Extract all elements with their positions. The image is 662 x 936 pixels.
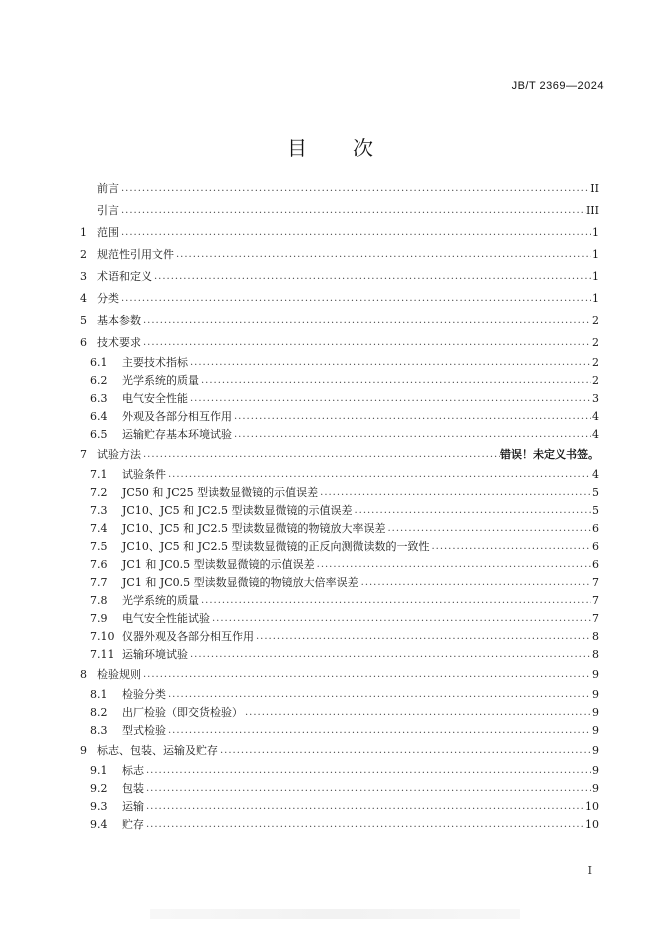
toc-entry-title: 贮存	[122, 818, 144, 831]
toc-entry[interactable]	[80, 354, 599, 372]
toc-entry-page: 5	[592, 486, 599, 499]
toc-entry-title: JC1 和 JC0.5 型读数显微镜的物镜放大倍率误差	[122, 576, 359, 589]
toc-leader-dots	[119, 200, 586, 222]
toc-entry-number: 6.4	[90, 410, 108, 423]
toc-entry[interactable]	[80, 762, 599, 780]
toc-leader-dots	[141, 664, 591, 686]
toc-leader-dots	[144, 798, 585, 816]
toc-entry-page: 9	[592, 782, 599, 795]
toc-entry-title: 光学系统的质量	[122, 374, 199, 387]
toc-entry-number: 7.11	[90, 648, 115, 661]
toc-entry[interactable]	[80, 686, 599, 704]
toc-entry[interactable]	[80, 200, 599, 222]
toc-entry-number: 6.5	[90, 428, 108, 441]
toc-entry-page: 1	[592, 292, 599, 305]
toc-entry[interactable]	[80, 816, 599, 834]
toc-entry-page: 6	[592, 522, 599, 535]
toc-entry-page: 10	[585, 800, 599, 813]
toc-leader-dots	[166, 466, 591, 484]
toc-entry-title: 光学系统的质量	[122, 594, 199, 607]
toc-entry-title: 外观及各部分相互作用	[122, 410, 232, 423]
toc-leader-dots	[144, 762, 591, 780]
toc-leader-dots	[144, 780, 591, 798]
toc-entry-title: 包装	[122, 782, 144, 795]
page-number: I	[587, 864, 592, 877]
toc-leader-dots	[429, 538, 591, 556]
toc-entry-title: 引言	[97, 204, 119, 217]
toc-entry[interactable]	[80, 574, 599, 592]
toc-leader-dots	[144, 816, 585, 834]
toc-entry-title: JC10、JC5 和 JC2.5 型读数显微镜的正反向测微读数的一致性	[122, 540, 430, 553]
toc-entry-page: 9	[592, 668, 599, 681]
toc-entry-number: 7.9	[90, 612, 108, 625]
toc-entry-number: 2	[80, 248, 87, 261]
toc-leader-dots	[119, 222, 591, 244]
toc-entry-page: 2	[592, 356, 599, 369]
toc-entry[interactable]	[80, 538, 599, 556]
toc-entry-number: 8.3	[90, 724, 108, 737]
toc-entry[interactable]	[80, 288, 599, 310]
toc-entry-page: 6	[592, 558, 599, 571]
toc-leader-dots	[359, 574, 591, 592]
toc-entry-page: 3	[592, 392, 599, 405]
toc-entry[interactable]	[80, 310, 599, 332]
toc-entry[interactable]	[80, 704, 599, 722]
toc-entry-page: 5	[592, 504, 599, 517]
toc-leader-dots	[210, 610, 591, 628]
toc-entry-number: 4	[80, 292, 87, 305]
toc-entry-title: 技术要求	[97, 336, 141, 349]
toc-entry-title: 分类	[97, 292, 119, 305]
toc-entry-title: 电气安全性能试验	[122, 612, 210, 625]
toc-entry-title: 主要技术指标	[122, 356, 188, 369]
toc-leader-dots	[166, 722, 591, 740]
toc-entry-error-text: 错误！未定义书签。	[500, 448, 599, 461]
toc-entry-number: 7.3	[90, 504, 108, 517]
toc-entry-page: 1	[592, 226, 599, 239]
toc-entry-title: JC1 和 JC0.5 型读数显微镜的示值误差	[122, 558, 315, 571]
toc-entry-title: 范围	[97, 226, 119, 239]
toc-entry-number: 8.1	[90, 688, 108, 701]
toc-entry[interactable]	[80, 556, 599, 574]
toc-entry-page: 8	[592, 630, 599, 643]
toc-leader-dots	[352, 502, 591, 520]
toc-entry-title: JC50 和 JC25 型读数显微镜的示值误差	[122, 486, 319, 499]
toc-leader-dots	[199, 372, 591, 390]
toc-entry[interactable]	[80, 484, 599, 502]
toc-entry[interactable]	[80, 444, 599, 466]
toc-entry-number: 9.4	[90, 818, 108, 831]
toc-leader-dots	[318, 484, 591, 502]
toc-entry-number: 7.6	[90, 558, 108, 571]
toc-entry-page: 9	[592, 744, 599, 757]
toc-entry[interactable]	[80, 426, 599, 444]
toc-entry-title: 运输	[122, 800, 144, 813]
toc-entry[interactable]	[80, 628, 599, 646]
toc-entry-title: 检验分类	[122, 688, 166, 701]
toc-entry[interactable]	[80, 390, 599, 408]
toc-entry-number: 9.1	[90, 764, 108, 777]
toc-entry[interactable]	[80, 178, 599, 200]
toc-entry-title: 检验规则	[97, 668, 141, 681]
toc-entry-number: 1	[80, 226, 87, 239]
toc-leader-dots	[188, 354, 591, 372]
toc-entry-page: 1	[592, 270, 599, 283]
document-code: JB/T 2369—2024	[511, 80, 604, 92]
toc-entry-title: 运输贮存基本环境试验	[122, 428, 232, 441]
toc-entry-page: 2	[592, 374, 599, 387]
toc-leader-dots	[166, 686, 591, 704]
toc-entry-number: 7	[80, 448, 87, 461]
toc-leader-dots	[119, 288, 591, 310]
toc-entry[interactable]	[80, 408, 599, 426]
toc-entry-title: 出厂检验（即交货检验）	[122, 706, 243, 719]
toc-entry[interactable]	[80, 610, 599, 628]
toc-entry[interactable]	[80, 740, 599, 762]
toc-entry[interactable]	[80, 502, 599, 520]
toc-leader-dots	[243, 704, 591, 722]
toc-entry[interactable]	[80, 646, 599, 664]
toc-entry[interactable]	[80, 266, 599, 288]
toc-entry-number: 6.2	[90, 374, 108, 387]
toc-entry-page: 7	[592, 594, 599, 607]
toc-entry-page: 9	[592, 764, 599, 777]
toc-entry[interactable]	[80, 592, 599, 610]
toc-entry[interactable]	[80, 722, 599, 740]
toc-leader-dots	[315, 556, 591, 574]
toc-entry-number: 7.4	[90, 522, 108, 535]
toc-leader-dots	[188, 646, 591, 664]
toc-entry-number: 9.2	[90, 782, 108, 795]
toc-entry-page: III	[585, 204, 599, 217]
toc-entry[interactable]	[80, 244, 599, 266]
toc-leader-dots	[141, 444, 500, 466]
toc-entry-title: 前言	[97, 182, 119, 195]
toc-entry-page: 9	[592, 706, 599, 719]
toc-entry-page: 4	[592, 468, 599, 481]
toc-leader-dots	[141, 310, 591, 332]
toc-entry-number: 9.3	[90, 800, 108, 813]
toc-leader-dots	[141, 332, 591, 354]
toc-entry-page: 1	[592, 248, 599, 261]
toc-entry[interactable]	[80, 222, 599, 244]
toc-entry-number: 5	[80, 314, 87, 327]
toc-entry-page: 9	[592, 724, 599, 737]
toc-leader-dots	[199, 592, 591, 610]
toc-leader-dots	[188, 390, 591, 408]
toc-entry-title: 仪器外观及各部分相互作用	[122, 630, 254, 643]
toc-leader-dots	[232, 426, 591, 444]
toc-leader-dots	[254, 628, 591, 646]
toc-entry-number: 7.1	[90, 468, 108, 481]
toc-entry-page: 9	[592, 688, 599, 701]
toc-entry-number: 9	[80, 744, 87, 757]
toc-entry-page: 10	[585, 818, 599, 831]
toc-entry-page: 2	[592, 336, 599, 349]
toc-entry[interactable]	[80, 466, 599, 484]
toc-entry-number: 6.3	[90, 392, 108, 405]
toc-entry-page: 2	[592, 314, 599, 327]
toc-entry-title: 型式检验	[122, 724, 166, 737]
toc-leader-dots	[174, 244, 591, 266]
toc-entry-number: 7.7	[90, 576, 108, 589]
toc-entry[interactable]	[80, 332, 599, 354]
footer-watermark-band	[150, 909, 520, 919]
toc-entry-title: 电气安全性能	[122, 392, 188, 405]
toc-entry-title: 基本参数	[97, 314, 141, 327]
toc-entry-number: 8.2	[90, 706, 108, 719]
toc-entry-number: 7.2	[90, 486, 108, 499]
toc-entry-title: 试验条件	[122, 468, 166, 481]
toc-entry-page: II	[590, 182, 599, 195]
toc-entry[interactable]	[80, 372, 599, 390]
toc-leader-dots	[152, 266, 591, 288]
toc-entry-title: 试验方法	[97, 448, 141, 461]
toc-entry-number: 6.1	[90, 356, 108, 369]
toc-entry-title: 标志、包装、运输及贮存	[97, 744, 218, 757]
toc-leader-dots	[218, 740, 591, 762]
toc-entry-page: 6	[592, 540, 599, 553]
toc-entry-title: 运输环境试验	[122, 648, 188, 661]
toc-leader-dots	[232, 408, 591, 426]
page-title: 目 次	[287, 136, 375, 160]
toc-entry-title: 术语和定义	[97, 270, 152, 283]
toc-entry-title: JC10、JC5 和 JC2.5 型读数显微镜的示值误差	[122, 504, 353, 517]
toc-entry-number: 6	[80, 336, 87, 349]
toc-entry-page: 7	[592, 612, 599, 625]
table-of-contents	[80, 178, 599, 834]
toc-entry-title: JC10、JC5 和 JC2.5 型读数显微镜的物镜放大率误差	[122, 522, 386, 535]
toc-leader-dots	[385, 520, 591, 538]
toc-entry-page: 8	[592, 648, 599, 661]
toc-entry-number: 7.8	[90, 594, 108, 607]
toc-entry-page: 4	[592, 410, 599, 423]
toc-entry[interactable]	[80, 780, 599, 798]
toc-entry[interactable]	[80, 520, 599, 538]
toc-entry-number: 7.5	[90, 540, 108, 553]
toc-entry-number: 8	[80, 668, 87, 681]
toc-entry-title: 规范性引用文件	[97, 248, 174, 261]
toc-entry-number: 7.10	[90, 630, 115, 643]
toc-entry[interactable]	[80, 664, 599, 686]
toc-entry-page: 4	[592, 428, 599, 441]
toc-leader-dots	[119, 178, 590, 200]
toc-entry-title: 标志	[122, 764, 144, 777]
toc-entry[interactable]	[80, 798, 599, 816]
toc-entry-number: 3	[80, 270, 87, 283]
toc-entry-page: 7	[592, 576, 599, 589]
